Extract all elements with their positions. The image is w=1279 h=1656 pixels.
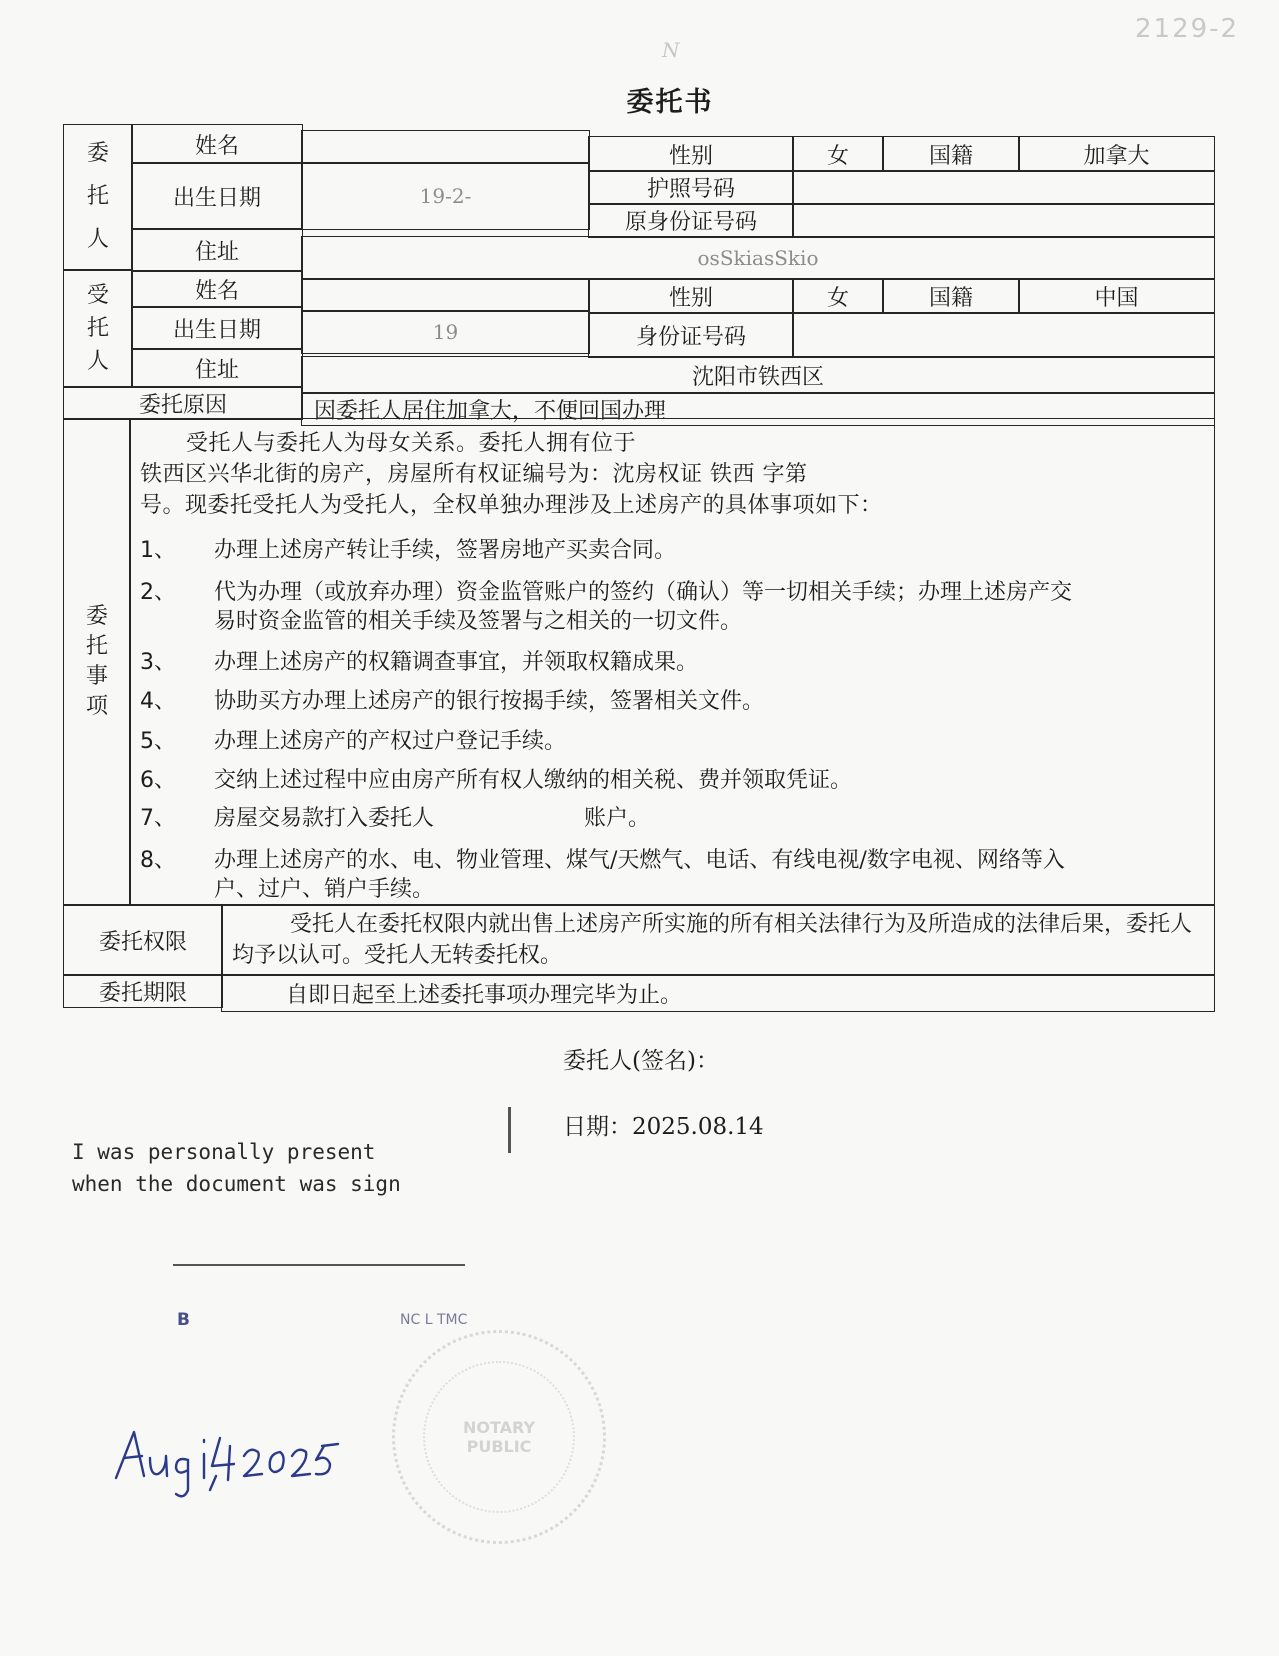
handwritten-date-drawing (112, 1418, 342, 1508)
item-text: 交纳上述过程中应由房产所有权人缴纳的相关税、费并领取凭证。 (214, 768, 853, 793)
matters-intro-line-1: 受托人与委托人为母女关系。委托人拥有位于 (186, 431, 637, 456)
matters-label-char-4: 项 (85, 694, 108, 719)
agent-birth-label: 出生日期 (131, 306, 303, 350)
matters-label-char-3: 事 (85, 664, 108, 689)
agent-label-char-1: 受 (86, 282, 109, 308)
agent-label-char-2: 托 (86, 315, 109, 341)
item-text: 办理上述房产的水、电、物业管理、煤气/天燃气、电话、有线电视/数字电视、网络等入 (214, 848, 1065, 873)
matters-intro-line-3: 号。现委托受托人为受托人，全权单独办理涉及上述房产的具体事项如下： (140, 493, 883, 518)
item-text-row (214, 804, 1200, 833)
matters-section-label (63, 418, 131, 906)
item-number: 6、 (140, 768, 176, 793)
agent-label-char-3: 人 (86, 349, 109, 375)
signature-date: 日期：2025.08.14 (563, 1114, 764, 1140)
matters-intro-3 (140, 490, 1200, 521)
principal-birth-label: 出生日期 (131, 162, 303, 230)
notary-seal (392, 1330, 606, 1544)
list-item (140, 846, 1200, 904)
former-id-value (792, 203, 1215, 238)
agent-gender-value: 女 (792, 278, 884, 314)
item-number: 1、 (140, 538, 176, 563)
notary-seal-inner (423, 1361, 575, 1513)
notary-name-initial: B (177, 1310, 190, 1330)
principal-section-label (63, 124, 133, 270)
principal-gender-value: 女 (792, 136, 884, 172)
authority-text-block (232, 909, 1204, 971)
notary-name-suffix: NC L TMC (400, 1312, 468, 1328)
matters-intro-line-2: 铁西区兴华北街的房产，房屋所有权证编号为：沈房权证 铁西 字第 (140, 462, 808, 487)
principal-signature-label: 委托人(签名)： (563, 1048, 719, 1074)
page-number: 2129-2 (1135, 14, 1240, 44)
matters-intro (140, 428, 1200, 459)
principal-name-label: 姓名 (131, 124, 303, 164)
faint-mark: N (662, 38, 680, 62)
principal-label-char-2: 托 (86, 183, 109, 209)
matters-label-char-2: 托 (85, 634, 108, 659)
principal-address-label: 住址 (131, 228, 303, 272)
term-text: 自即日起至上述委托事项办理完毕为止。 (286, 982, 683, 1008)
principal-label-char-3: 人 (86, 226, 109, 252)
handwritten-date (112, 1418, 342, 1512)
notary-statement-line-1: I was personally present (72, 1140, 376, 1164)
authority-value (221, 904, 1215, 976)
item-text: 办理上述房产的产权过户登记手续。 (214, 729, 567, 754)
reason-value: 因委托人居住加拿大，不便回国办理 (301, 392, 1215, 426)
principal-nationality-value: 加拿大 (1018, 136, 1215, 172)
item-number: 7、 (140, 806, 176, 831)
seal-text-line-2: PUBLIC (466, 1437, 532, 1456)
list-item (140, 804, 1200, 833)
item-number: 3、 (140, 650, 176, 675)
item-text-continued: 户、过户、销户手续。 (214, 877, 435, 902)
item-text: 办理上述房产的权籍调查事宜，并领取权籍成果。 (214, 650, 699, 675)
item-text: 房屋交易款打入委托人 (214, 806, 435, 831)
ink-mark (508, 1107, 511, 1153)
term-label: 委托期限 (63, 974, 223, 1008)
principal-nationality-label: 国籍 (882, 136, 1020, 172)
agent-id-value (792, 312, 1215, 358)
item-text-continued: 易时资金监管的相关手续及签署与之相关的一切文件。 (214, 609, 743, 634)
authority-line-1: 受托人在委托权限内就出售上述房产所实施的所有相关法律行为及所造成的法律后 (290, 912, 1083, 937)
item-number: 2、 (140, 580, 176, 605)
agent-nationality-value: 中国 (1018, 278, 1215, 314)
list-item (140, 536, 1200, 565)
passport-value (792, 170, 1215, 205)
authority-label: 委托权限 (63, 904, 223, 976)
term-value (221, 974, 1215, 1012)
agent-address-value: 沈阳市铁西区 (301, 356, 1215, 394)
item-number: 4、 (140, 689, 176, 714)
item-text: 办理上述房产转让手续，签署房地产买卖合同。 (214, 538, 677, 563)
agent-address-label: 住址 (131, 348, 303, 388)
agent-name-label: 姓名 (131, 270, 303, 308)
notary-signature-line (173, 1264, 465, 1266)
agent-id-label: 身份证号码 (588, 312, 794, 358)
passport-label: 护照号码 (588, 170, 794, 205)
principal-label-char-1: 委 (86, 141, 109, 167)
matters-intro-2 (140, 459, 1200, 490)
item-text-tail: 账户。 (584, 806, 651, 831)
list-item (140, 766, 1200, 795)
authority-line-2: 果，委托人均予以认可。受托人无转委托权。 (232, 912, 1193, 968)
item-text: 协助买方办理上述房产的银行按揭手续，签署相关文件。 (214, 689, 765, 714)
list-item (140, 727, 1200, 756)
principal-address-value: osSkiasSkio (301, 236, 1215, 280)
notary-statement-line-2: when the document was sign (72, 1172, 401, 1196)
list-item (140, 648, 1200, 677)
item-number: 8、 (140, 848, 176, 873)
agent-name-value (301, 278, 590, 312)
matters-label-char-1: 委 (85, 604, 108, 629)
agent-gender-label: 性别 (588, 278, 794, 314)
item-text: 代为办理（或放弃办理）资金监管账户的签约（确认）等一切相关手续；办理上述房产交 (214, 580, 1073, 605)
reason-label: 委托原因 (63, 386, 303, 420)
principal-gender-label: 性别 (588, 136, 794, 172)
former-id-label: 原身份证号码 (588, 203, 794, 238)
list-item (140, 687, 1200, 716)
document-title: 委托书 (626, 87, 714, 118)
principal-birth-value: 19-2- (301, 162, 590, 230)
list-item (140, 578, 1200, 636)
item-number: 5、 (140, 729, 176, 754)
seal-text-line-1: NOTARY (462, 1418, 536, 1437)
principal-name-value (301, 130, 590, 164)
agent-nationality-label: 国籍 (882, 278, 1020, 314)
agent-birth-value: 19 (301, 310, 590, 354)
agent-section-label (63, 270, 133, 388)
